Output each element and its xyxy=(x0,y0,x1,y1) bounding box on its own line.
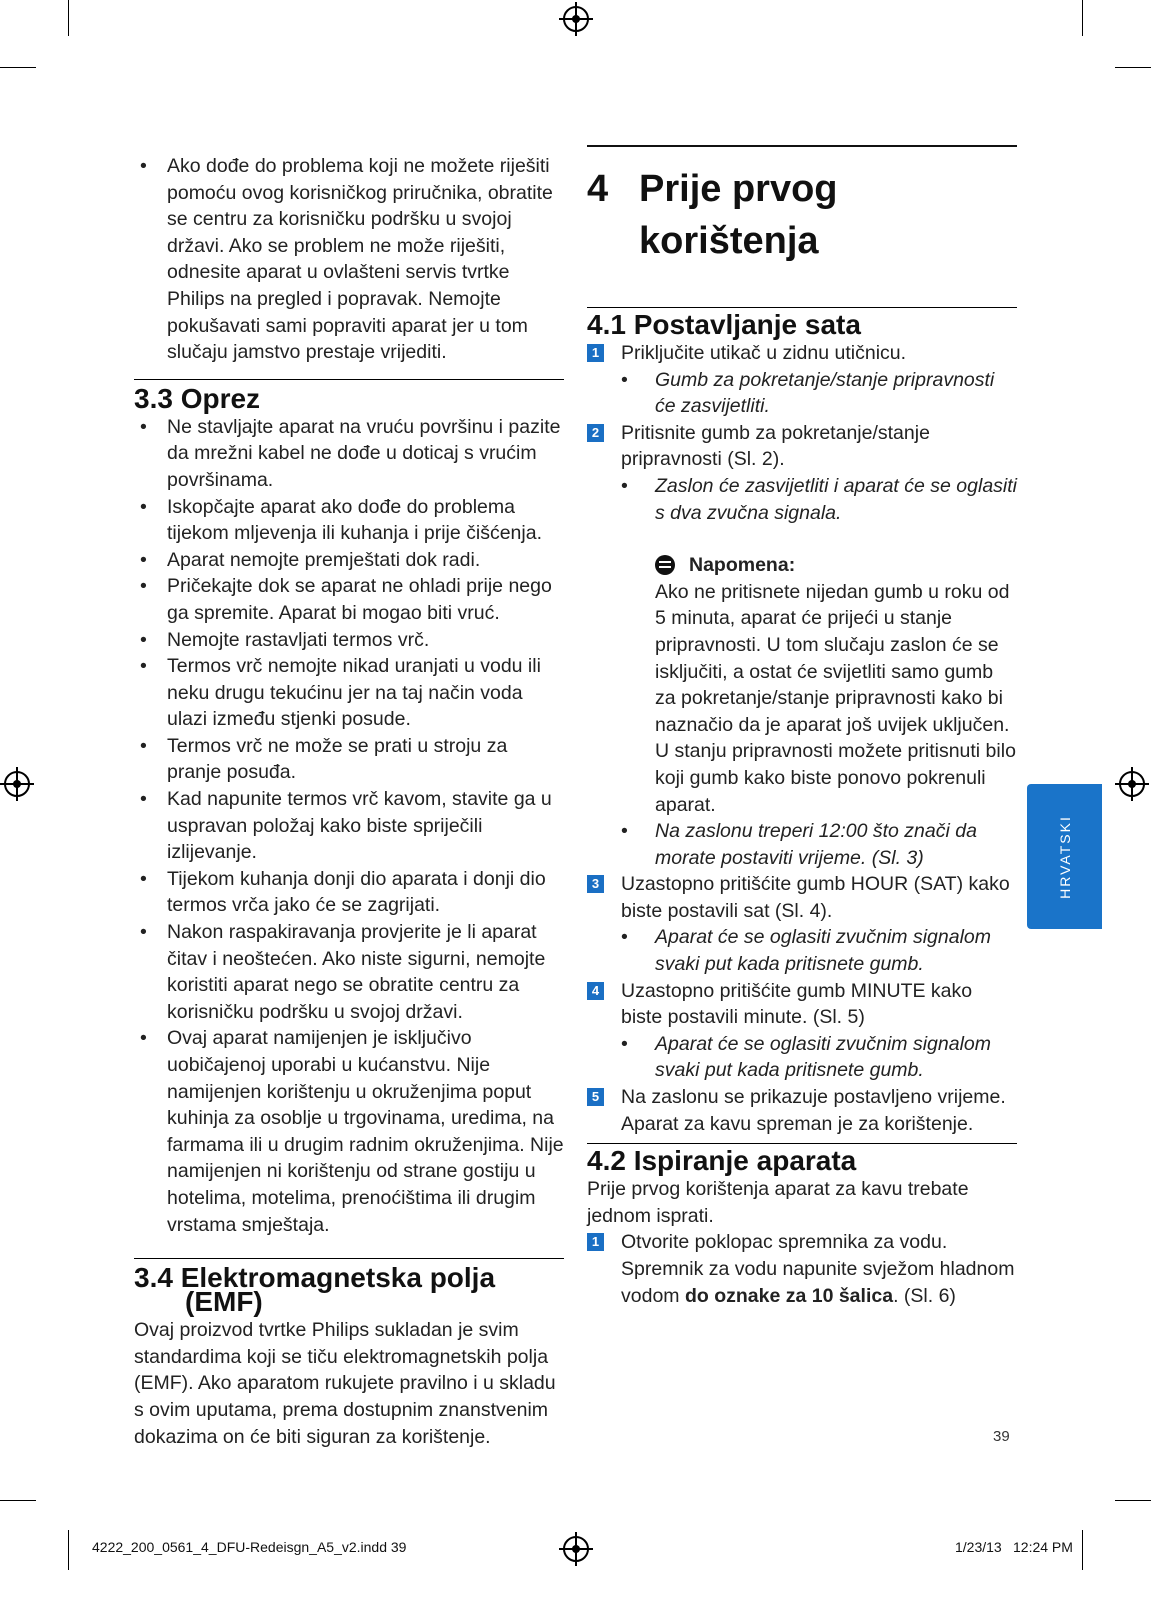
section-title-3-3: 3.3 Oprez xyxy=(134,382,261,414)
crop-mark xyxy=(1082,0,1083,36)
right-column xyxy=(587,145,1017,1309)
step-number: 4 xyxy=(587,982,604,1000)
step-item: 1 Otvorite poklopac spremnika za vodu. Spremnik za vodu napunite svježom hladnom vodom do oznake za 10 šalica. (Sl. 6) xyxy=(587,1229,1017,1309)
list-item: • Gumb za pokretanje/stanje pripravnosti će zasvijetliti. xyxy=(621,368,995,418)
step-item: 2 Pritisnite gumb za pokretanje/stanje pripravnosti (Sl. 2). xyxy=(587,420,1017,473)
note-icon xyxy=(659,561,671,563)
section-title-4-1: 4.1 Postavljanje sata xyxy=(587,309,861,340)
step-number: 2 xyxy=(587,424,604,442)
footer-date: 1/23/13 xyxy=(955,1539,1002,1555)
list-item: • Kad napunite termos vrč kavom, stavite ga u uspravan položaj kako biste spriječili izlijevanje. xyxy=(140,788,552,864)
registration-mark-icon xyxy=(1119,771,1145,797)
chapter-title: 4 Prije prvog korištenja xyxy=(587,147,1017,307)
note-icon xyxy=(659,566,671,568)
list-item: • Iskopčajte aparat ako dođe do problema tijekom mljevenja ili kuhanja i prije čišćenja. xyxy=(140,495,542,545)
list-item: • Termos vrč nemojte nikad uranjati u vodu ili neku drugu tekućinu jer na taj način voda ulazi između stjenki posude. xyxy=(140,655,541,731)
footer-file: 4222_200_0561_4_DFU-Redeisgn_A5_v2.indd 39 xyxy=(92,1539,407,1555)
section-intro: Prije prvog korištenja aparat za kavu trebate jednom isprati. xyxy=(587,1178,969,1227)
crop-mark xyxy=(1115,67,1151,68)
list-item: • Aparat nemojte premještati dok radi. xyxy=(140,548,481,571)
list-item: • Nemojte rastavljati termos vrč. xyxy=(140,628,430,651)
list-item: • Ako dođe do problema koji ne možete riješiti pomoću ovog korisničkog priručnika, obratite se centru za korisničku podršku u svojoj državi. Ako se problem ne može riješiti, odnesite aparat u ovlašteni servis tvrtke Philips na pregled i popravak. Nemojte pokušavati sami popraviti aparat jer u tom slučaju jamstvo prestaje vrijediti. xyxy=(140,155,553,364)
step-number: 5 xyxy=(587,1088,604,1106)
crop-mark xyxy=(0,67,36,68)
footer-time: 12:24 PM xyxy=(1013,1539,1073,1555)
list-item: • Ovaj aparat namijenjen je isključivo uobičajenoj uporabi u kućanstvu. Nije namijenjen korištenju u okruženjima poput kuhinja za osoblje u trgovinama, uredima, na farmama ili u drugim radnim okruženjima. Nije namijenjen ni korištenju od strane gostiju u hotelima, motelima, prenoćištima ili drugim vrstama smještaja. xyxy=(140,1027,564,1236)
list-item: • Nakon raspakiravanja provjerite je li aparat čitav i neoštećen. Ako niste sigurni, nemojte koristiti aparat nego se obratite centru za korisničku podršku u svojoj državi. xyxy=(140,921,546,1023)
list-item: • Ne stavljajte aparat na vruću površinu i pazite da mrežni kabel ne dođe u doticaj s vrućim površinama. xyxy=(140,415,561,491)
step-item: 3 Uzastopno pritišćite gumb HOUR (SAT) kako biste postavili sat (Sl. 4). xyxy=(587,871,1017,924)
left-column xyxy=(134,153,564,1450)
step-number: 1 xyxy=(587,344,604,362)
page-number: 39 xyxy=(993,1428,1010,1445)
step-item: 4 Uzastopno pritišćite gumb MINUTE kako biste postavili minute. (Sl. 5) xyxy=(587,978,1017,1031)
list-item: • Termos vrč ne može se prati u stroju za pranje posuđa. xyxy=(140,734,508,784)
registration-mark-icon xyxy=(563,6,589,32)
step-item: 5 Na zaslonu se prikazuje postavljeno vrijeme. Aparat za kavu spreman je za korištenje. xyxy=(587,1084,1017,1137)
list-item: • Tijekom kuhanja donji dio aparata i donji dio termos vrča jako će se zagrijati. xyxy=(140,867,546,917)
steps-list xyxy=(587,871,1017,1084)
section-title-3-4: 3.4 Elektromagnetska polja (EMF) xyxy=(134,1262,496,1318)
note xyxy=(587,552,1017,871)
divider xyxy=(587,1143,1017,1144)
registration-mark-icon xyxy=(4,771,30,797)
section-title-4-2: 4.2 Ispiranje aparata xyxy=(587,1145,857,1177)
caution-list xyxy=(134,414,564,1238)
crop-mark xyxy=(1115,1500,1151,1501)
step-number: 1 xyxy=(587,1233,604,1251)
registration-mark-icon xyxy=(563,1536,589,1562)
step-number: 3 xyxy=(587,875,604,893)
crop-mark xyxy=(68,1530,69,1570)
list-item: • Aparat će se oglasiti zvučnim signalom svaki put kada pritisnete gumb. xyxy=(621,1032,991,1082)
crop-mark xyxy=(0,1500,36,1501)
divider xyxy=(134,1258,564,1259)
divider xyxy=(587,307,1017,308)
language-tab: HRVATSKI xyxy=(1027,784,1102,929)
crop-mark xyxy=(1082,1530,1083,1570)
note-label: Napomena: xyxy=(689,554,796,577)
step-item: 1 Priključite utikač u zidnu utičnicu. xyxy=(587,340,1017,367)
chapter-number: 4 xyxy=(587,168,609,210)
divider xyxy=(134,379,564,380)
list-item: • Pričekajte dok se aparat ne ohladi prije nego ga spremite. Aparat bi mogao biti vruć. xyxy=(140,575,552,624)
section-body: Ovaj proizvod tvrtke Philips sukladan je svim standardima koji se tiču elektromagnetskih polja (EMF). Ako aparatom rukujete pravilno i u skladu s ovim uputama, prema dostupnim znanstvenim dokazima on će biti siguran za korištenje. xyxy=(134,1319,556,1448)
crop-mark xyxy=(68,0,69,36)
note-text: Ako ne pritisnete nijedan gumb u roku od 5 minuta, aparat će prijeći u stanje pripravnosti. U tom slučaju zaslon će se isključiti, a ostat će svijetliti samo gumb za pokretanje/stanje pripravnosti kako bi naznačio da je aparat još uvijek uključen. U stanju pripravnosti možete pritisnuti bilo koji gumb kako biste ponovo pokrenuli aparat. xyxy=(655,580,1016,816)
list-item: • Na zaslonu treperi 12:00 što znači da morate postaviti vrijeme. (Sl. 3) xyxy=(621,820,977,869)
list-item: • Zaslon će zasvijetliti i aparat će se oglasiti s dva zvučna signala. xyxy=(621,474,1017,524)
steps-list xyxy=(587,340,1017,526)
list-item: • Aparat će se oglasiti zvučnim signalom svaki put kada pritisnete gumb. xyxy=(621,926,991,976)
